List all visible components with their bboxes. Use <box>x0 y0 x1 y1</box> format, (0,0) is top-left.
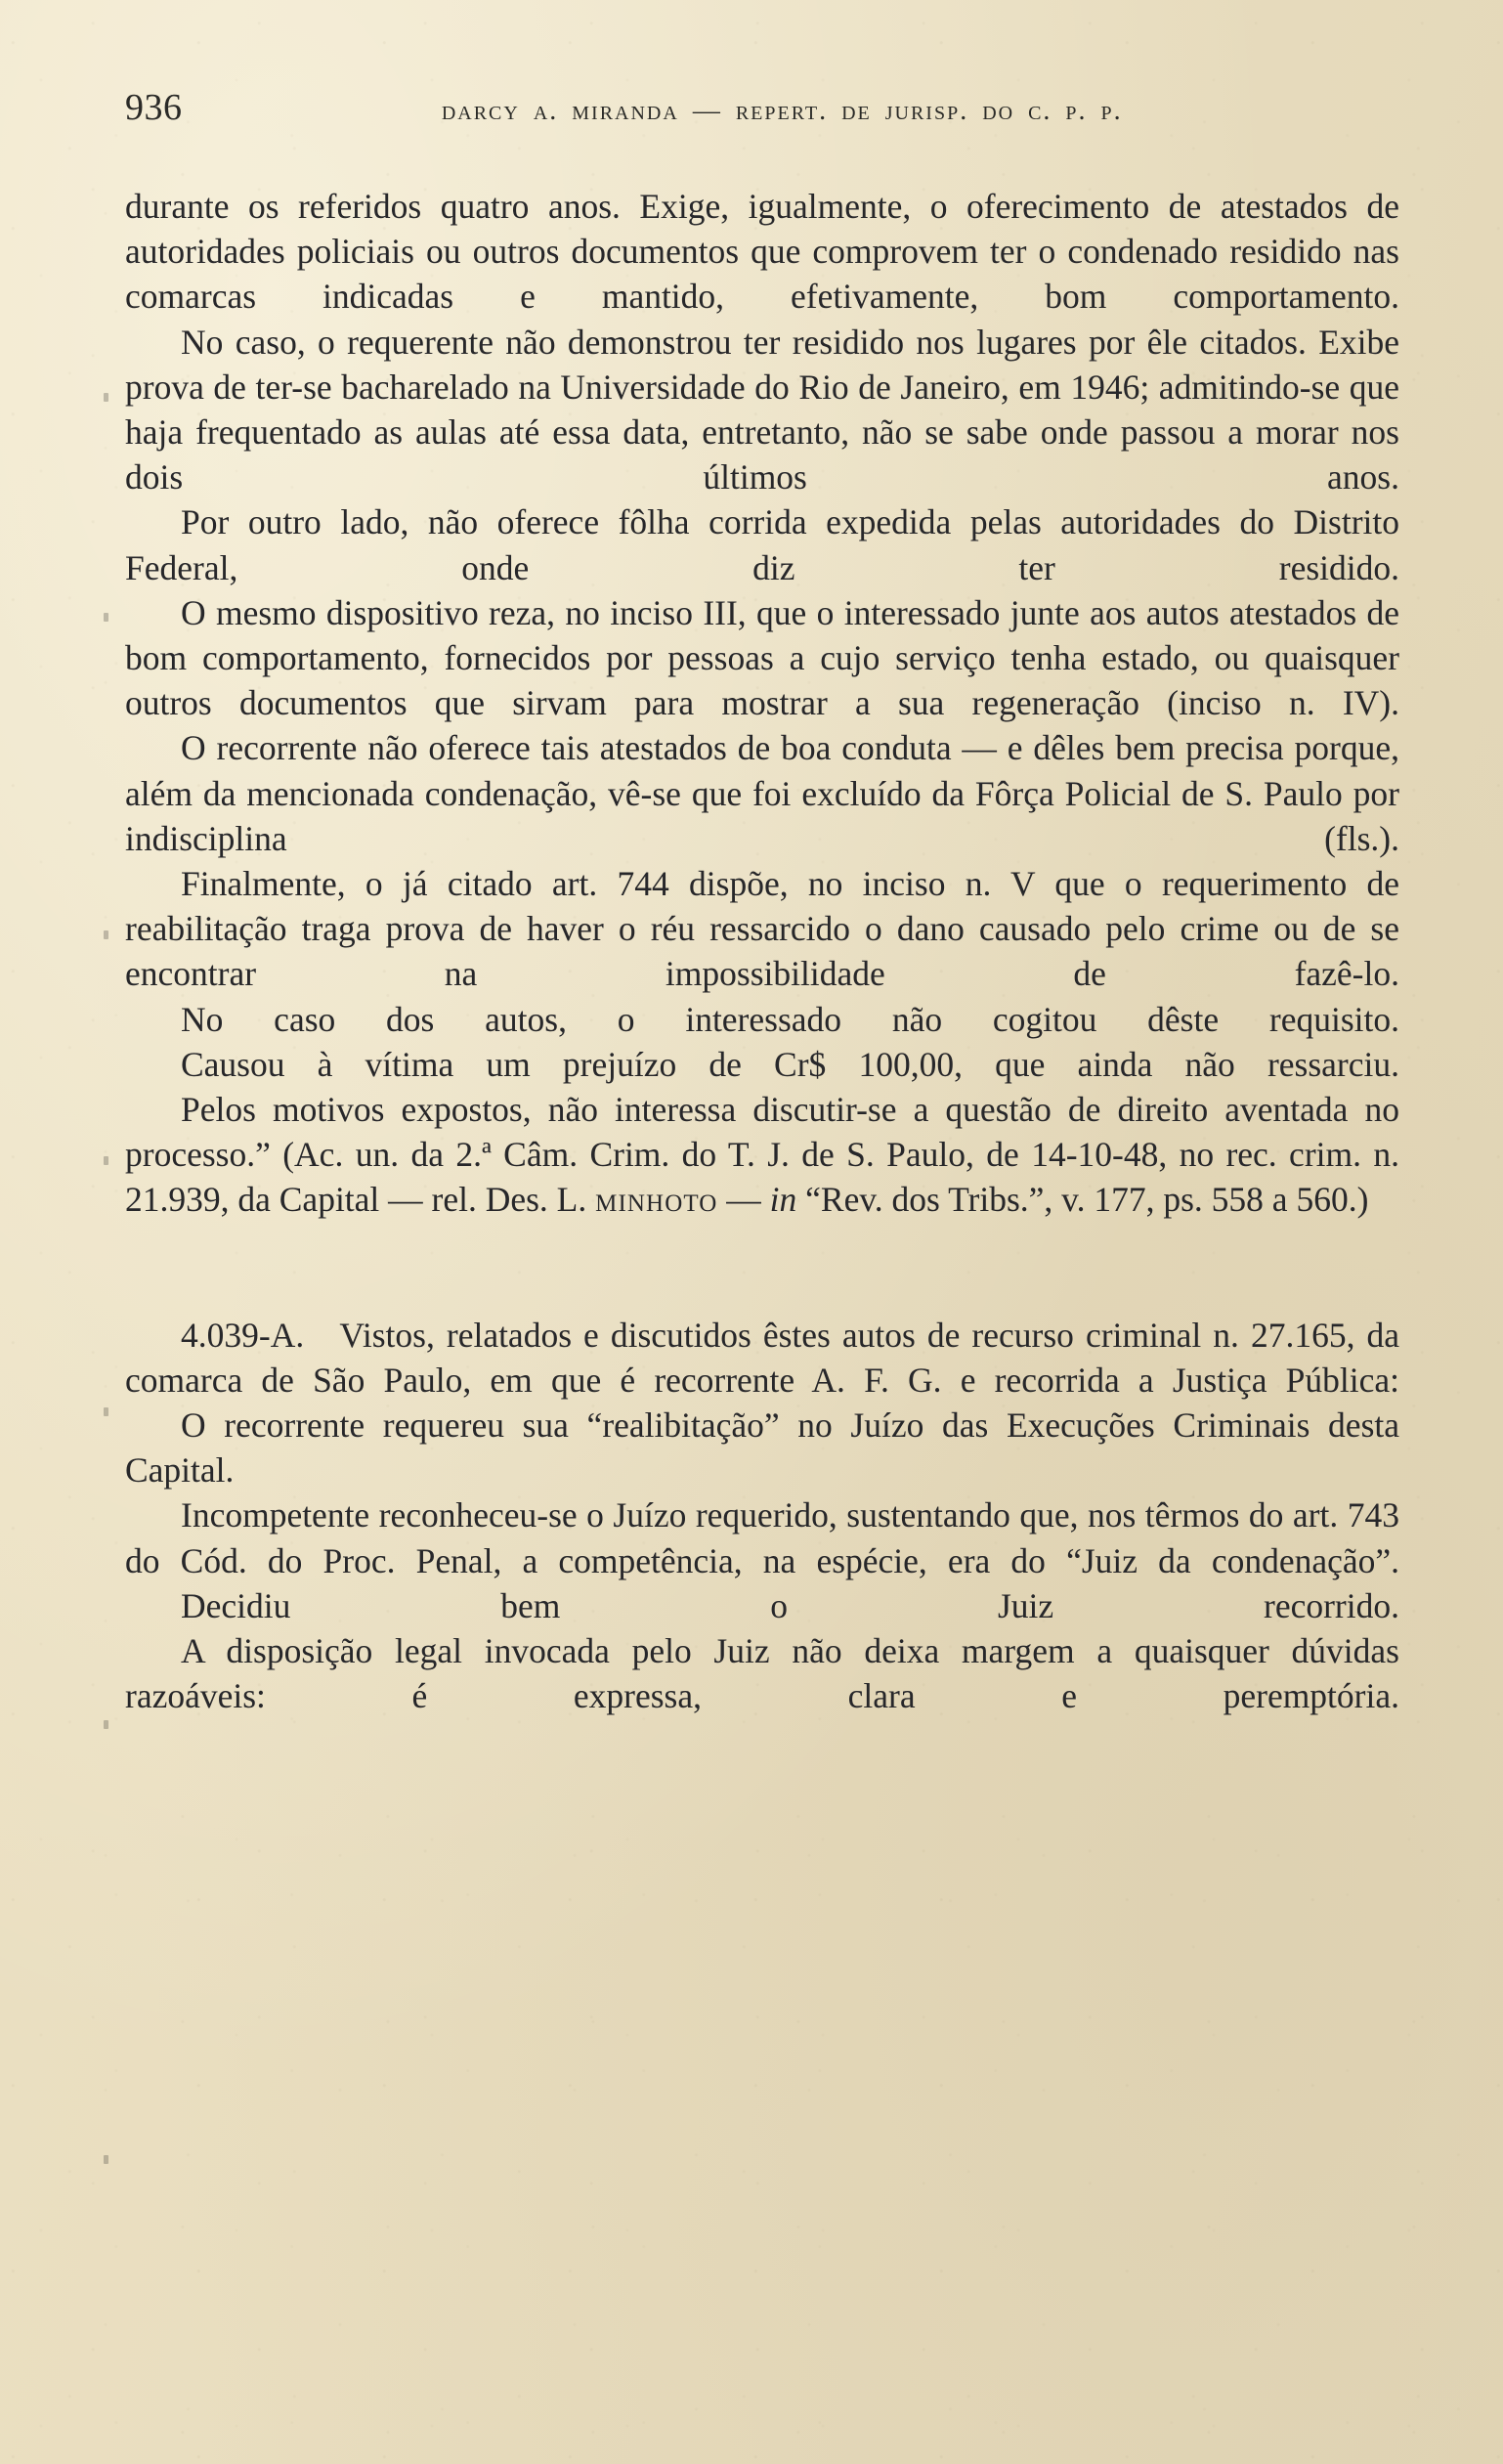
gutter-speck <box>104 1407 108 1416</box>
section-divider-space <box>125 1223 1399 1313</box>
paragraph-por-outro-lado: Por outro lado, não oferece fôlha corrida expedida pelas autoridades do Distrito Federal, onde diz ter residido. <box>125 502 1399 587</box>
paragraph-finalmente: Finalmente, o já citado art. 744 dispõe, no inciso n. V que o requerimento de reabilitação traga prova de haver o réu ressarcido o dano causado pelo crime ou de se encontrar na impossibilidade de fazê-lo. <box>125 864 1399 994</box>
running-head <box>125 86 1399 129</box>
paragraph-a-disposicao-legal: A disposição legal invocada pelo Juiz não deixa margem a quaisquer dúvidas razoáveis: é expressa, clara e peremptória. <box>125 1631 1399 1716</box>
citation-lead-text: Pelos motivos expostos, não interessa discutir-se a questão de direito aventada no processo.” (Ac. un. da 2.ª Câm. Crim. do T. J. de S. Paulo, de 14-10-48, no rec. crim. n. 21.939, da Capital — rel. Des. L. <box>125 1090 1399 1220</box>
paragraph-causou-a-vitima: Causou à vítima um prejuízo de Cr$ 100,00, que ainda não ressarciu. <box>181 1044 1399 1084</box>
gutter-speck <box>104 1720 108 1729</box>
page-content <box>125 0 1399 2464</box>
gutter-speck <box>104 393 108 402</box>
gutter-speck <box>104 930 108 939</box>
paragraph-o-recorrente-requereu: O recorrente requereu sua “realibitação” no Juízo das Execuções Criminais desta Capital. <box>125 1405 1399 1491</box>
paragraph-o-recorrente-nao-oferece: O recorrente não oferece tais atestados de boa conduta — e dêles bem precisa porque, além da mencionada condenação, vê-se que foi excluído da Fôrça Policial de S. Paulo por indisciplina (fls.). <box>125 728 1399 858</box>
paragraph-incompetente-reconheceu-se: Incompetente reconheceu-se o Juízo requerido, sustentando que, nos têrmos do art. 743 do Cód. do Proc. Penal, a competência, na espécie, era do “Juiz da condenação”. <box>125 1495 1399 1580</box>
citation-judge-name: minhoto <box>595 1180 718 1220</box>
paragraph-durante-os-referidos: durante os referidos quatro anos. Exige, igualmente, o oferecimento de atestados de autoridades policiais ou outros documentos que comprovem ter o condenado residido nas comarcas indicadas e mantido, efetivamente, bom comportamento. <box>125 187 1399 317</box>
page-number: 936 <box>125 87 183 128</box>
paragraph-4039a-vistos <box>125 1313 1399 1403</box>
paragraph-decidiu-bem: Decidiu bem o Juiz recorrido. <box>181 1585 1399 1625</box>
entry-number-4039a: 4.039-A. <box>181 1315 305 1355</box>
paragraph-pelos-motivos-expostos <box>125 1087 1399 1223</box>
citation-source-reference: “Rev. dos Tribs.”, v. 177, ps. 558 a 560.) <box>796 1180 1369 1220</box>
paragraph-no-caso-o-requerente: No caso, o requerente não demonstrou ter residido nos lugares por êle citados. Exibe prova de ter-se bacharelado na Universidade do Rio de Janeiro, em 1946; admitindo-se que haja frequentado as aulas até essa data, entretanto, não se sabe onde passou a morar nos dois últimos anos. <box>125 322 1399 497</box>
running-head-title: darcy a. miranda — repert. de jurisp. do c. p. p. <box>441 96 1123 126</box>
citation-separator: — <box>717 1180 770 1220</box>
paragraph-o-mesmo-dispositivo: O mesmo dispositivo reza, no inciso III, que o interessado junte aos autos atestados de bom comportamento, fornecidos por pessoas a cujo serviço tenha estado, ou quaisquer outros documentos que sirvam para mostrar a sua regeneração (inciso n. IV). <box>125 592 1399 723</box>
body-text-column <box>125 184 1399 1719</box>
citation-in-marker: in <box>769 1180 797 1220</box>
gutter-speck <box>104 2155 108 2164</box>
gutter-speck <box>104 1156 108 1165</box>
gutter-speck <box>104 613 108 622</box>
entry-4039a-opening-text: Vistos, relatados e discutidos êstes autos de recurso criminal n. 27.165, da comarca de São Paulo, em que é recorrente A. F. G. e recorrida a Justiça Pública: <box>125 1315 1399 1400</box>
paragraph-no-caso-dos-autos: No caso dos autos, o interessado não cogitou dêste requisito. <box>181 999 1399 1039</box>
